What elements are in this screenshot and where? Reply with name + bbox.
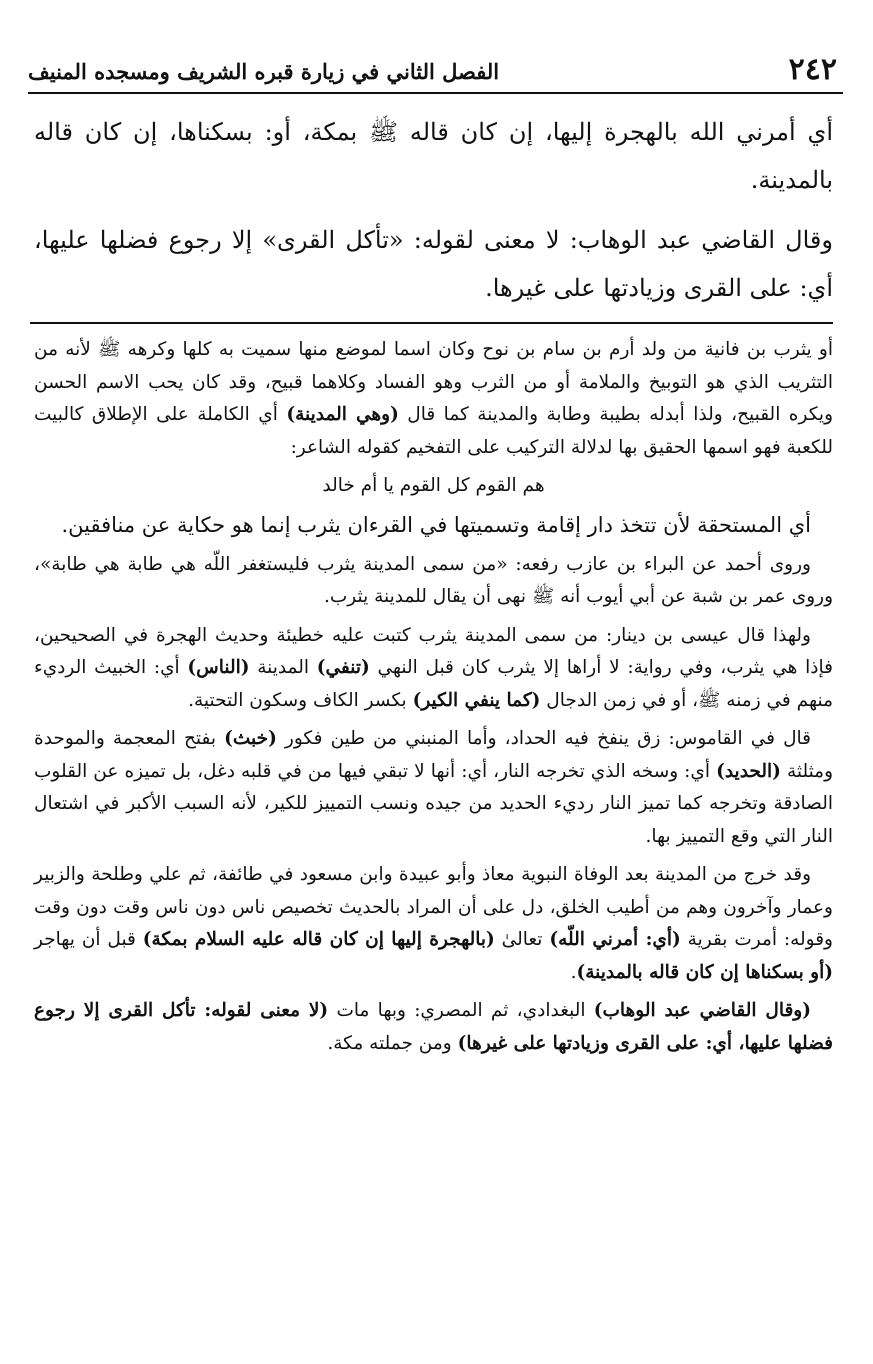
commentary-paragraph-2: أي المستحقة لأن تتخذ دار إقامة وتسميتها في القرءان يثرب إنما هو حكاية عن منافقين. [61, 512, 811, 537]
quoted-matn: (لا معنى لقوله: تأكل القرى إلا رجوع فضلها عليها، أي: على القرى وزيادتها على غيرها) [34, 1000, 833, 1054]
commentary-text: قبل أن يهاجر [34, 929, 143, 950]
commentary-text: تعالىٰ [494, 929, 550, 950]
commentary-text: قال في القاموس: زق ينفخ فيه الحداد، وأما المنبني من طين فكور [276, 728, 811, 749]
commentary-text: أي: الخبيث الرديء منهم في زمنه ﷺ، أو في زمن الدجال [34, 657, 833, 711]
footnote-divider [30, 322, 833, 324]
commentary-text: وقد خرج من المدينة بعد الوفاة النبوية معاذ وأبو عبيدة وابن مسعود في طائفة، ثم علي وطلحة والزبير وعمار وآخرون وهم من أطيب الخلق، دل على أن المراد بالحديث تخصيص ناس دون ناس وقت دون وقت وقوله: أمرت بقرية [34, 864, 833, 950]
commentary-text: ومن جملته مكة. [327, 1032, 458, 1054]
quoted-matn: (أي: أمرني اللّه) [549, 929, 681, 950]
poetry-verse: هم القوم كل القوم يا أم خالد [322, 475, 545, 496]
main-text [34, 108, 833, 324]
commentary-text: البغدادي، ثم المصري: وبها مات [328, 1000, 594, 1021]
commentary-text: المدينة [249, 657, 317, 678]
commentary-text: ولهذا قال عيسى بن دينار: من سمى المدينة يثرب كتبت عليه خطيئة وحديث الهجرة في الصحيحين، فإذا هي يثرب، وفي رواية: لا أراها إلا يثرب كان قبل النهي [34, 624, 833, 678]
commentary-paragraph-3: وروى أحمد عن البراء بن عازب رفعه: «من سمى المدينة يثرب فليستغفر اللّه هي طابة هي طابة»، وروى عمر بن شبة عن أبي أيوب أنه ﷺ نهى أن يقال للمدينة يثرب. [34, 553, 833, 607]
commentary-paragraph-4 [34, 620, 833, 718]
commentary-paragraph-7 [34, 995, 833, 1060]
quoted-matn: (بالهجرة إليها إن كان قاله عليه السلام بمكة) [142, 929, 495, 950]
quoted-matn: (أو بسكناها إن كان قاله بالمدينة) [576, 961, 833, 983]
main-paragraph-1: أي أمرني الله بالهجرة إليها، إن كان قاله ﷺ بمكة، أو: بسكناها، إن كان قاله بالمدينة. [34, 118, 833, 194]
running-title: الفصل الثاني في زيارة قبره الشريف ومسجده المنيف [28, 59, 500, 84]
commentary-text: أو يثرب بن فانية من ولد أرم بن سام بن نوح وكان اسما لموضع منها سميت به كلها وكرهه ﷺ لأنه من التثريب الذي هو التوبيخ والملامة أو من الثرب وهو الفساد وكلاهما قبيح، وقد كان يحب الاسم الحسن ويكره القبيح، ولذا أبدله بطيبة وطابة والمدينة كما قال [34, 339, 833, 425]
quoted-matn: (تنفي) [316, 657, 370, 678]
commentary-text: بكسر الكاف وسكون التحتية. [188, 689, 413, 711]
commentary-text: أي الكاملة على الإطلاق كالبيت للكعبة فهو اسمها الحقيق بها لدلالة التركيب على التفخيم كقوله الشاعر: [34, 404, 833, 458]
quoted-matn: (وهي المدينة) [286, 404, 399, 425]
commentary-paragraph-6 [34, 859, 833, 989]
quoted-matn: (الناس) [187, 657, 250, 678]
page-header [28, 52, 843, 94]
quoted-matn: (كما ينفي الكير) [412, 689, 541, 711]
commentary-text: . [570, 961, 577, 983]
page-number: ٢٤٢ [788, 52, 837, 87]
commentary-text: أي: وسخه الذي تخرجه النار، أي: أنها لا تبقي فيها من في قلبه دغل، بل تميزه عن القلوب الصادقة وتخرجه كما تميز النار رديء الحديد من جيده ونسب التمييز للكير، لأنه السبب الأكبر في اشتعال النار التي وقع التمييز بها. [34, 760, 833, 847]
quoted-matn: (وقال القاضي عبد الوهاب) [593, 1000, 811, 1021]
commentary-text: بفتح المعجمة والموحدة ومثلثة [34, 728, 833, 782]
commentary-paragraph-5 [34, 723, 833, 853]
quoted-matn: (خبث) [224, 728, 277, 749]
commentary [34, 334, 833, 1066]
quoted-matn: (الحديد) [716, 760, 781, 782]
commentary-paragraph-1 [34, 334, 833, 464]
main-paragraph-2: وقال القاضي عبد الوهاب: لا معنى لقوله: «تأكل القرى» إلا رجوع فضلها عليها، أي: على القرى وزيادتها على غيرها. [34, 226, 833, 302]
